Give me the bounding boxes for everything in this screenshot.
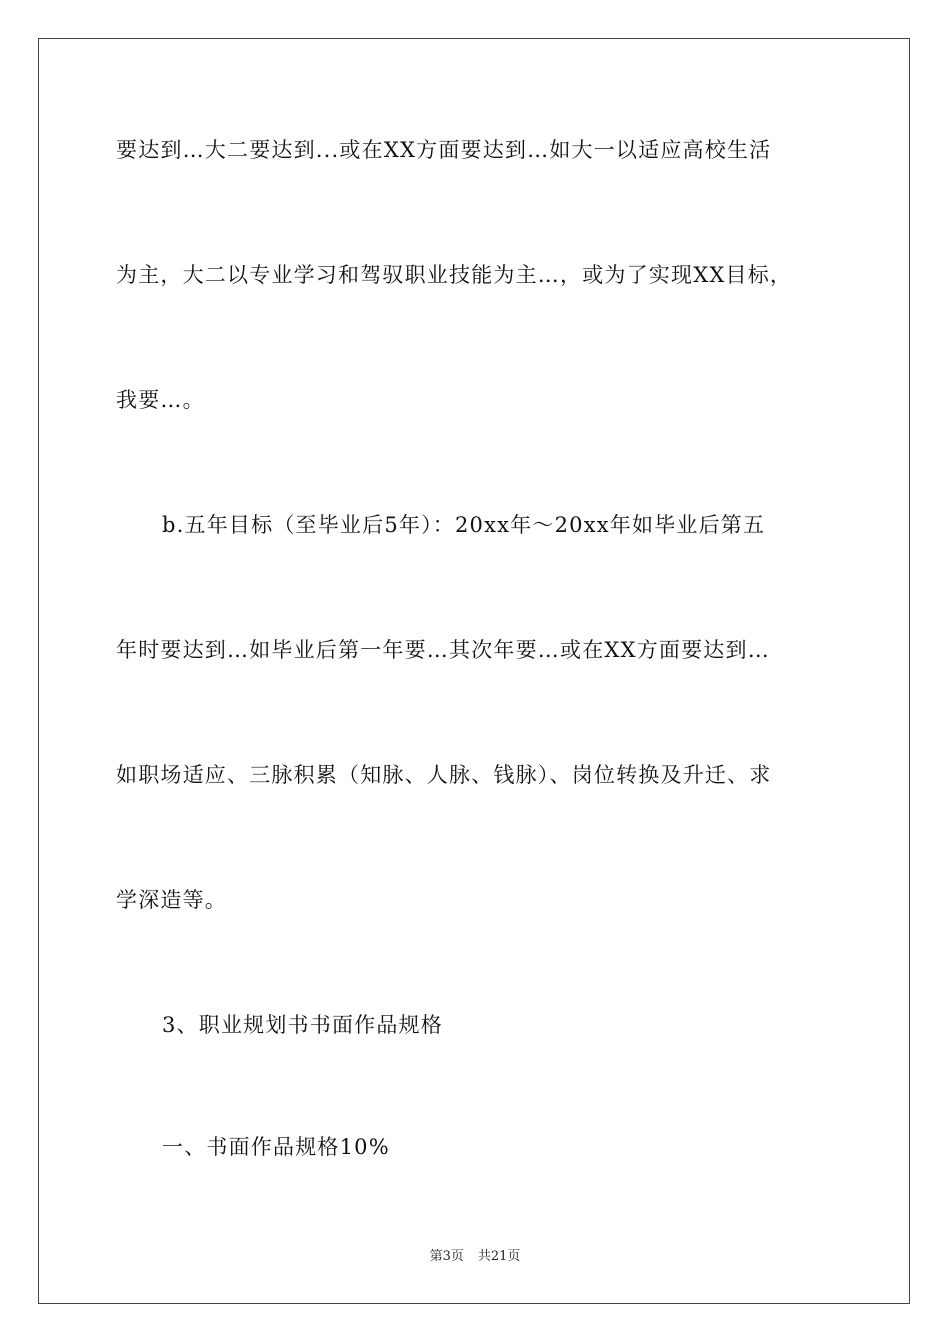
page-number-current: 第3页 [429, 1249, 464, 1264]
section-heading-3: 3、职业规划书书面作品规格 [162, 1013, 443, 1037]
paragraph-five-year-goal: b.五年目标（至毕业后5年）：20xx年～20xx年如毕业后第五 [162, 513, 766, 537]
body-text-line: 我要…。 [116, 388, 205, 412]
body-text-line: 年时要达到…如毕业后第一年要…其次年要…或在XX方面要达到… [116, 638, 770, 662]
subsection-heading-1: 一、书面作品规格10% [162, 1135, 390, 1159]
body-text-line: 学深造等。 [116, 888, 227, 912]
body-text-line: 如职场适应、三脉积累（知脉、人脉、钱脉）、岗位转换及升迁、求 [116, 763, 772, 787]
body-text-line: 为主，大二以专业学习和驾驭职业技能为主…，或为了实现XX目标， [116, 263, 793, 287]
page-number-total: 共21页 [477, 1249, 521, 1264]
page-border [38, 38, 910, 1304]
body-text-line: 要达到…大二要达到...或在XX方面要达到…如大一以适应高校生活 [116, 138, 772, 162]
page-footer [0, 1248, 950, 1266]
